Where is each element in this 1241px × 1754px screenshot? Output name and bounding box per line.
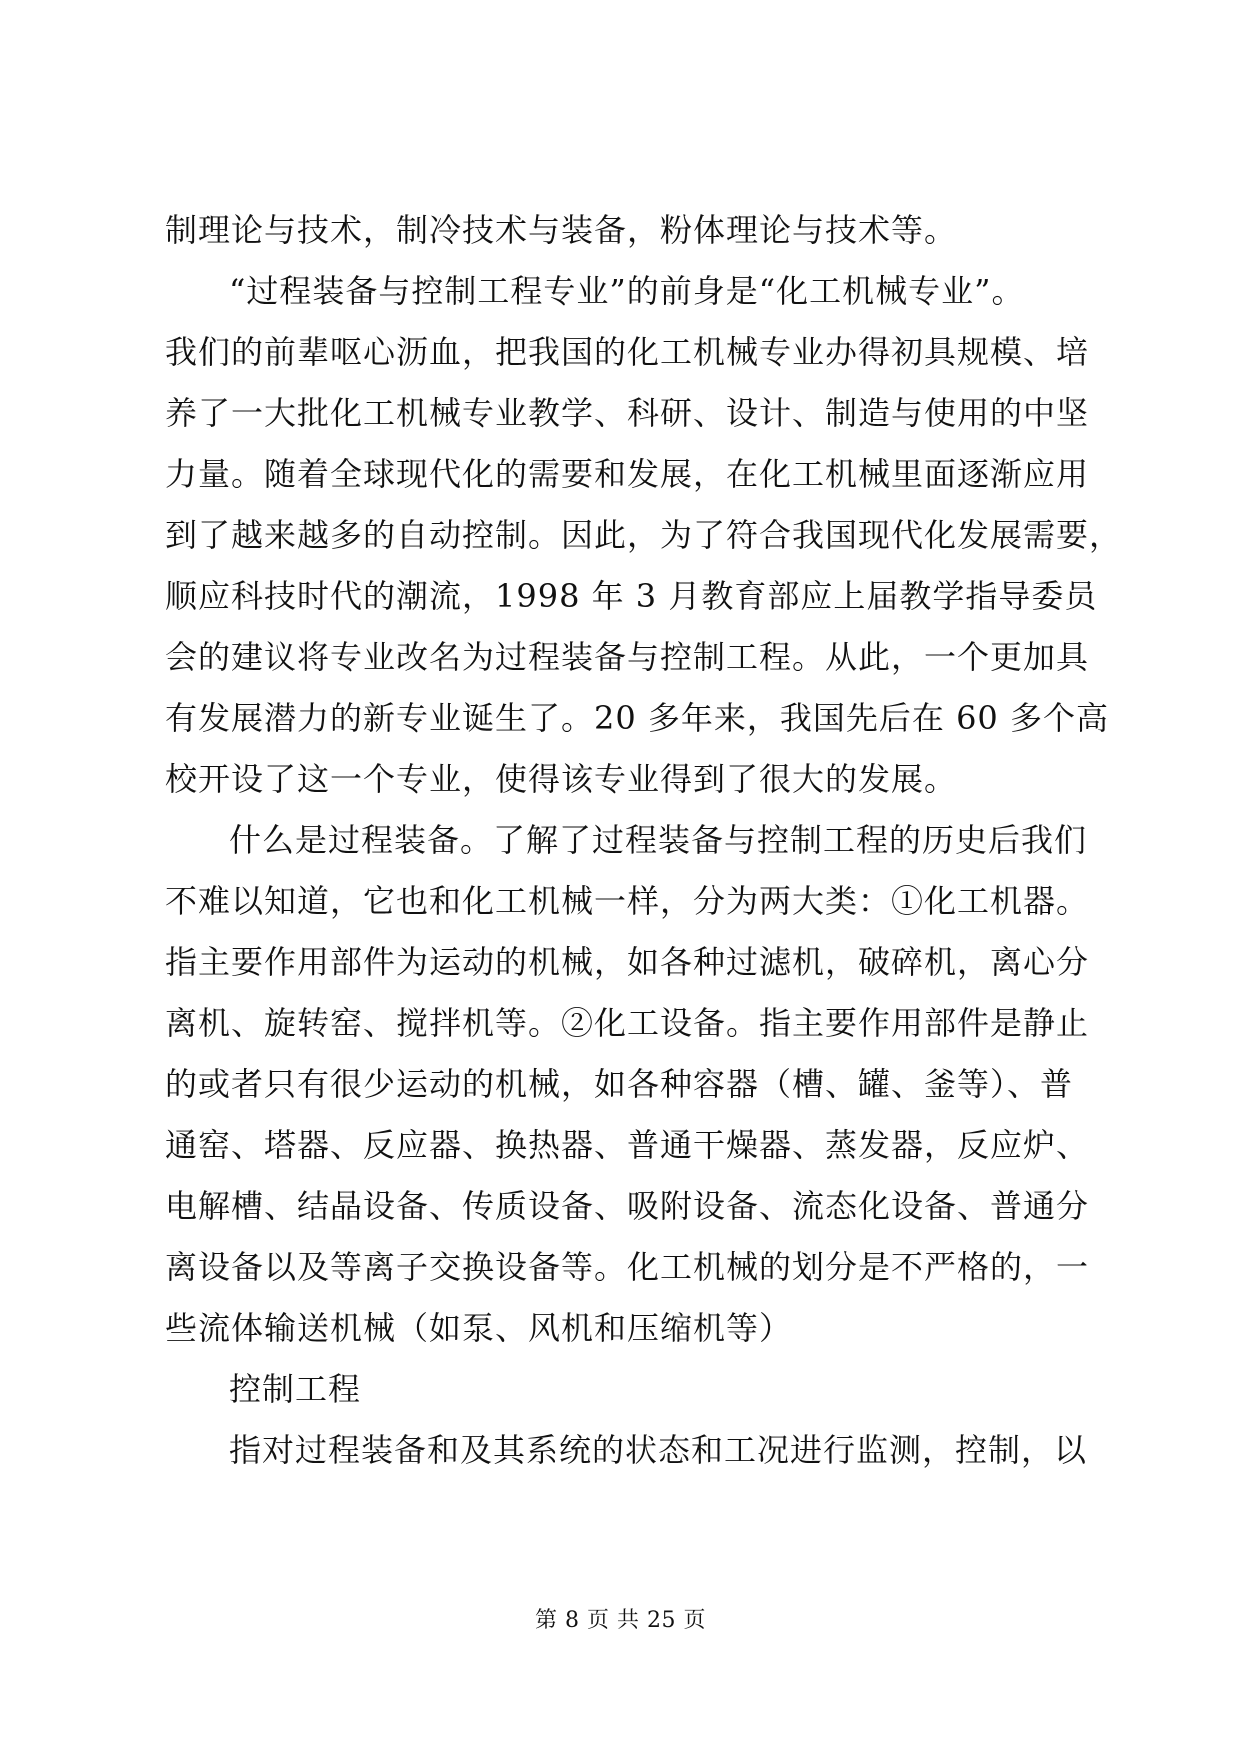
text-line: 有发展潜力的新专业诞生了。20 多年来，我国先后在 60 多个高: [165, 699, 1109, 737]
text-line: 些流体输送机械（如泵、风机和压缩机等）: [165, 1309, 793, 1347]
text-line: 通窑、塔器、反应器、换热器、普通干燥器、蒸发器，反应炉、: [165, 1126, 1090, 1164]
section-heading: 控制工程: [229, 1370, 362, 1408]
body-text: [165, 200, 1123, 1481]
paragraph-start-line: 什么是过程装备。了解了过程装备与控制工程的历史后我们: [229, 821, 1088, 859]
text-line: 校开设了这一个专业，使得该专业得到了很大的发展。: [165, 760, 958, 798]
text-line: 力量。随着全球现代化的需要和发展，在化工机械里面逐渐应用: [165, 455, 1090, 493]
text-line: 制理论与技术，制冷技术与装备，粉体理论与技术等。: [165, 211, 958, 249]
text-line: 养了一大批化工机械专业教学、科研、设计、制造与使用的中坚: [165, 394, 1090, 432]
text-line: 我们的前辈呕心沥血，把我国的化工机械专业办得初具规模、培: [165, 333, 1090, 371]
page-footer: 第 8 页 共 25 页: [535, 1608, 706, 1633]
paragraph-start-line: “过程装备与控制工程专业”的前身是“化工机械专业”。: [229, 272, 1025, 310]
text-line: 到了越来越多的自动控制。因此，为了符合我国现代化发展需要，: [165, 516, 1123, 554]
text-line: 电解槽、结晶设备、传质设备、吸附设备、流态化设备、普通分: [165, 1187, 1090, 1225]
text-line: 离设备以及等离子交换设备等。化工机械的划分是不严格的，一: [165, 1248, 1090, 1286]
text-line: 的或者只有很少运动的机械，如各种容器（槽、罐、釜等）、普: [165, 1065, 1074, 1103]
text-line: 指主要作用部件为运动的机械，如各种过滤机，破碎机，离心分: [165, 943, 1090, 981]
text-line: 顺应科技时代的潮流，1998 年 3 月教育部应上届教学指导委员: [165, 577, 1098, 615]
paragraph-start-line: 指对过程装备和及其系统的状态和工况进行监测，控制，以: [229, 1431, 1088, 1469]
text-line: 离机、旋转窑、搅拌机等。②化工设备。指主要作用部件是静止: [165, 1004, 1090, 1042]
text-line: 会的建议将专业改名为过程装备与控制工程。从此，一个更加具: [165, 638, 1090, 676]
text-line: 不难以知道，它也和化工机械一样，分为两大类：①化工机器。: [165, 882, 1090, 920]
